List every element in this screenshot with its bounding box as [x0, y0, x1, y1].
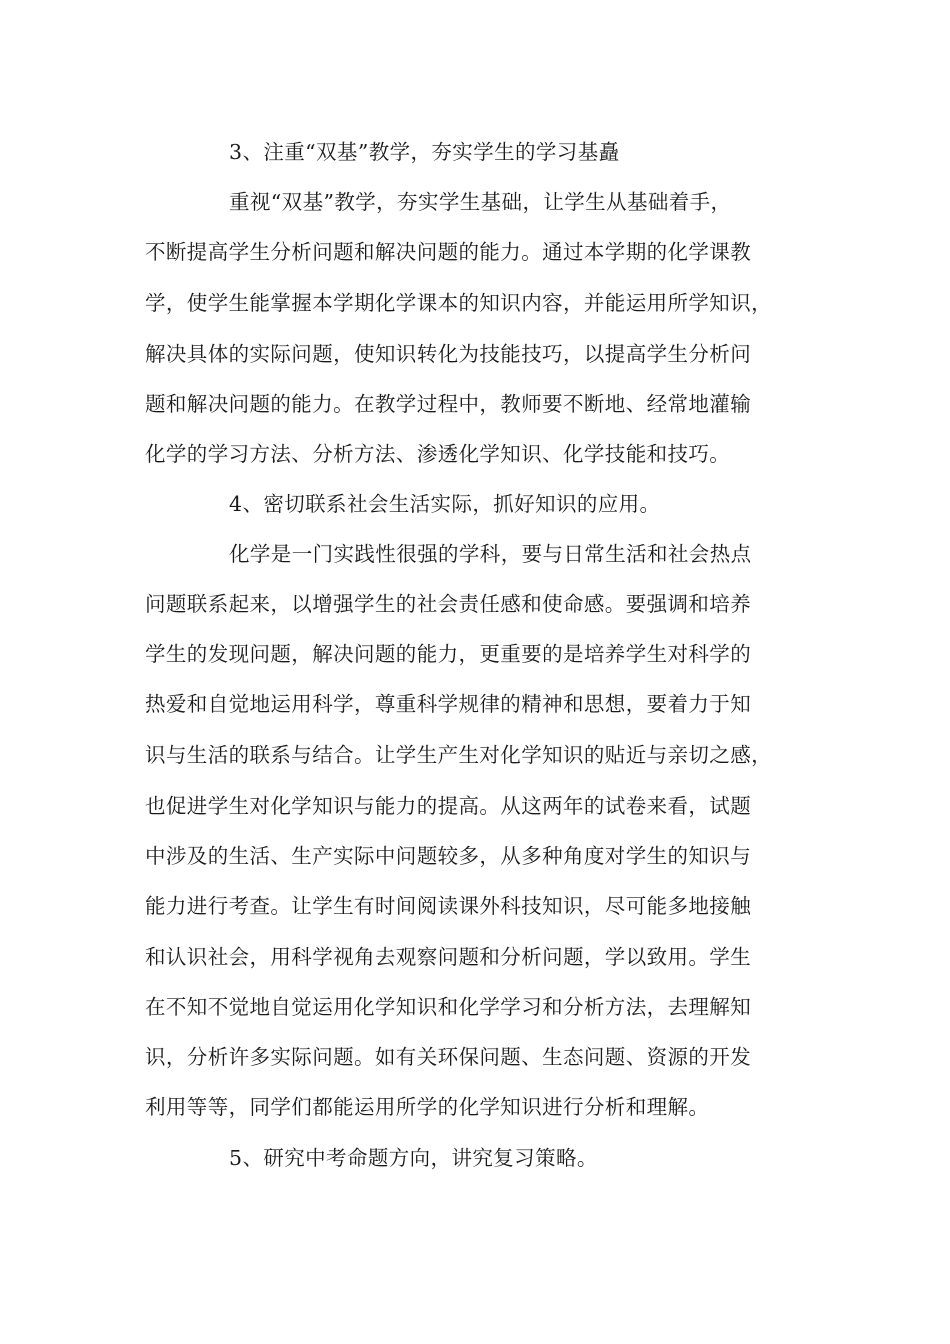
- section-heading-5: 5、研究中考命题方向，讲究复习策略。: [229, 1146, 598, 1170]
- paragraph-1-line-5: 题和解决问题的能力。在教学过程中，教师要不断地、经常地灌输: [145, 392, 752, 416]
- paragraph-1-line-4: 解决具体的实际问题，使知识转化为技能技巧，以提高学生分析问: [145, 342, 752, 366]
- paragraph-2-line-1: 化学是一门实践性很强的学科，要与日常生活和社会热点: [229, 542, 752, 566]
- paragraph-1-line-6: 化学的学习方法、分析方法、渗透化学知识、化学技能和技巧。: [145, 442, 731, 466]
- section-heading-4: 4、密切联系社会生活实际，抓好知识的应用。: [229, 492, 661, 516]
- paragraph-1-line-3: 学，使学生能掌握本学期化学课本的知识内容，并能运用所学知识，: [145, 291, 772, 315]
- paragraph-1-line-2: 不断提高学生分析问题和解决问题的能力。通过本学期的化学课教: [145, 240, 752, 264]
- paragraph-2-line-9: 和认识社会，用科学视角去观察问题和分析问题，学以致用。学生: [145, 945, 752, 969]
- section-heading-3: 3、注重“双基”教学，夯实学生的学习基矗: [229, 140, 620, 164]
- paragraph-1-line-1: 重视“双基”教学，夯实学生基础，让学生从基础着手，: [229, 190, 732, 214]
- paragraph-2-line-10: 在不知不觉地自觉运用化学知识和化学学习和分析方法，去理解知: [145, 995, 752, 1019]
- paragraph-2-line-2: 问题联系起来，以增强学生的社会责任感和使命感。要强调和培养: [145, 592, 752, 616]
- paragraph-2-line-12: 利用等等，同学们都能运用所学的化学知识进行分析和理解。: [145, 1095, 710, 1119]
- paragraph-2-line-7: 中涉及的生活、生产实际中问题较多，从多种角度对学生的知识与: [145, 844, 752, 868]
- paragraph-2-line-6: 也促进学生对化学知识与能力的提高。从这两年的试卷来看，试题: [145, 794, 752, 818]
- paragraph-2-line-5: 识与生活的联系与结合。让学生产生对化学知识的贴近与亲切之感，: [145, 743, 772, 767]
- paragraph-2-line-11: 识，分析许多实际问题。如有关环保问题、生态问题、资源的开发: [145, 1045, 752, 1069]
- paragraph-2-line-8: 能力进行考查。让学生有时间阅读课外科技知识，尽可能多地接触: [145, 894, 752, 918]
- paragraph-2-line-4: 热爱和自觉地运用科学，尊重科学规律的精神和思想，要着力于知: [145, 692, 752, 716]
- paragraph-2-line-3: 学生的发现问题，解决问题的能力，更重要的是培养学生对科学的: [145, 642, 752, 666]
